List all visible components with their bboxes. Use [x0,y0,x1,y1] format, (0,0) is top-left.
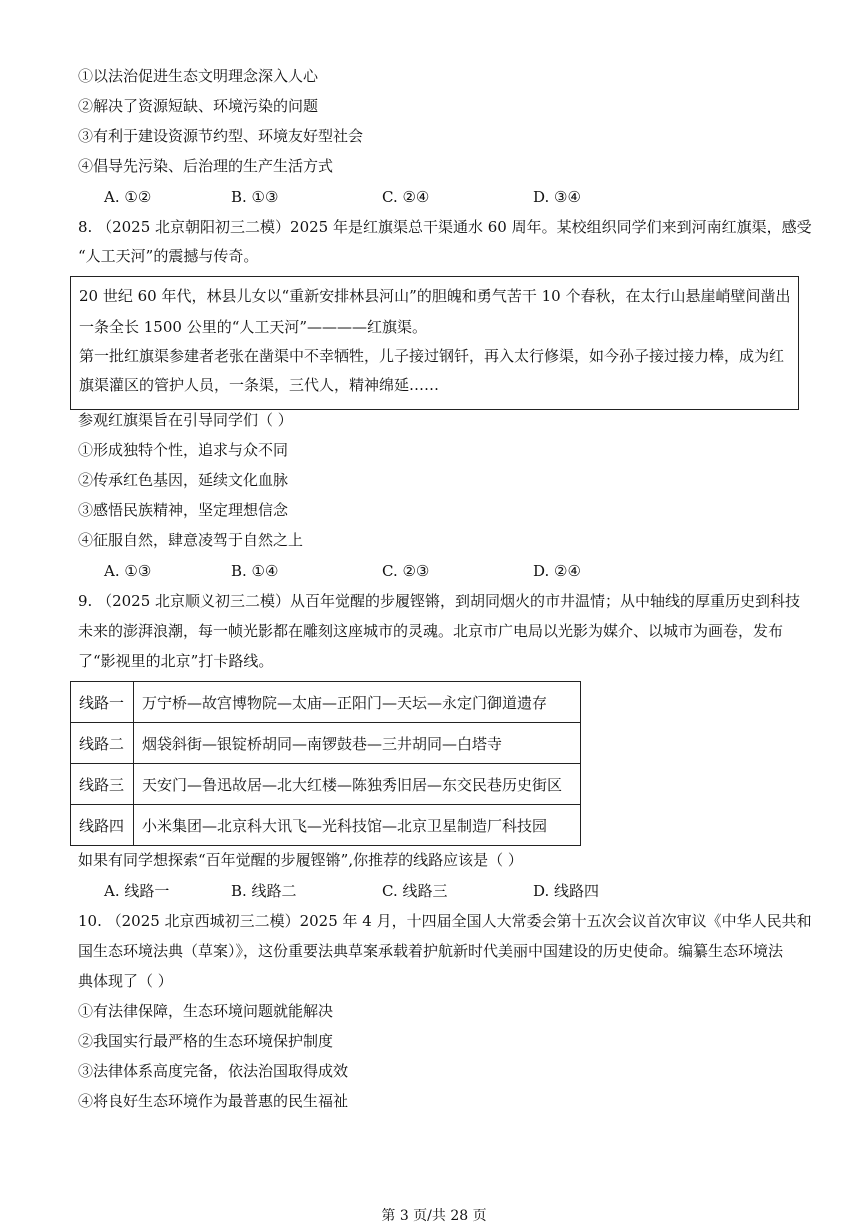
q9-option-b: B. 线路二 [231,882,297,900]
routes-table [70,681,581,846]
q7-option-b: B. ①③ [231,188,279,206]
route-path: 万宁桥—故宫博物院—太庙—正阳门—天坛—永定门御道遗存 [134,682,581,723]
q9-stem-line-2: 未来的澎湃浪潮，每一帧光影都在雕刻这座城市的灵魂。北京市广电局以光影为媒介、以城市为画卷，发布 [78,622,784,640]
q7-option-c: C. ②④ [382,188,430,206]
route-label: 线路一 [71,682,134,723]
q8-item-3: ③感悟民族精神，坚定理想信念 [78,501,289,519]
route-label: 线路二 [71,723,134,764]
q7-item-4: ④倡导先污染、后治理的生产生活方式 [78,157,334,175]
q10-stem-line-3: 典体现了（ ） [78,972,173,990]
q8-stem-line-1: 8. （2025 北京朝阳初三二模）2025 年是红旗渠总干渠通水 60 周年。某校组织同学们来到河南红旗渠，感受 [78,218,812,236]
route-path: 小米集团—北京科大讯飞—光科技馆—北京卫星制造厂科技园 [134,805,581,846]
q7-item-2: ②解决了资源短缺、环境污染的问题 [78,97,319,115]
q8-question: 参观红旗渠旨在引导同学们（ ） [78,411,293,429]
q8-stem-line-2: “人工天河”的震撼与传奇。 [78,247,259,265]
q8-material-line-3: 第一批红旗渠参建者老张在凿渠中不幸牺牲，儿子接过钢钎，再入太行修渠，如今孙子接过接力棒，成为红 [79,347,785,365]
q7-option-d: D. ③④ [533,188,581,206]
page-number: 第 3 页/共 28 页 [381,1208,487,1224]
q9-option-c: C. 线路三 [382,882,448,900]
q9-stem-line-1: 9. （2025 北京顺义初三二模）从百年觉醒的步履铿锵，到胡同烟火的市井温情；从中轴线的厚重历史到科技 [78,592,801,610]
table-row [71,805,581,846]
q8-item-4: ④征服自然，肆意凌驾于自然之上 [78,531,304,549]
q9-option-d: D. 线路四 [533,882,600,900]
q10-item-4: ④将良好生态环境作为最普惠的民生福祉 [78,1092,349,1110]
q8-option-b: B. ①④ [231,562,279,580]
q8-option-c: C. ②③ [382,562,430,580]
route-label: 线路四 [71,805,134,846]
q8-item-2: ②传承红色基因，延续文化血脉 [78,471,289,489]
q8-item-1: ①形成独特个性，追求与众不同 [78,441,289,459]
q10-item-3: ③法律体系高度完备，依法治国取得成效 [78,1062,349,1080]
table-row [71,682,581,723]
table-row [71,764,581,805]
q8-option-d: D. ②④ [533,562,581,580]
q10-stem-line-1: 10. （2025 北京西城初三二模）2025 年 4 月，十四届全国人大常委会第十五次会议首次审议《中华人民共和 [78,912,812,930]
q9-option-a: A. 线路一 [104,882,170,900]
route-path: 烟袋斜街—银锭桥胡同—南锣鼓巷—三井胡同—白塔寺 [134,723,581,764]
q8-material-line-4: 旗渠灌区的管护人员，一条渠，三代人，精神绵延…… [79,376,440,394]
q8-material-line-2: 一条全长 1500 公里的“人工天河”————红旗渠。 [79,318,428,336]
q10-stem-line-2: 国生态环境法典（草案）》，这份重要法典草案承载着护航新时代美丽中国建设的历史使命。编纂生态环境法 [78,942,784,960]
q9-question: 如果有同学想探索“百年觉醒的步履铿锵”,你推荐的线路应该是（ ） [78,851,523,869]
q8-material-box [70,276,799,410]
route-label: 线路三 [71,764,134,805]
route-path: 天安门—鲁迅故居—北大红楼—陈独秀旧居—东交民巷历史街区 [134,764,581,805]
q9-stem-line-3: 了“影视里的北京”打卡路线。 [78,652,274,670]
q8-material-line-1: 20 世纪 60 年代，林县儿女以“重新安排林县河山”的胆魄和勇气苦干 10 个春秋，在太行山悬崖峭壁间凿出 [79,287,791,305]
q7-item-1: ①以法治促进生态文明理念深入人心 [78,67,319,85]
q8-option-a: A. ①③ [104,562,152,580]
q10-item-2: ②我国实行最严格的生态环境保护制度 [78,1032,334,1050]
q10-item-1: ①有法律保障，生态环境问题就能解决 [78,1002,334,1020]
table-row [71,723,581,764]
q7-item-3: ③有利于建设资源节约型、环境友好型社会 [78,127,364,145]
q7-option-a: A. ①② [104,188,152,206]
